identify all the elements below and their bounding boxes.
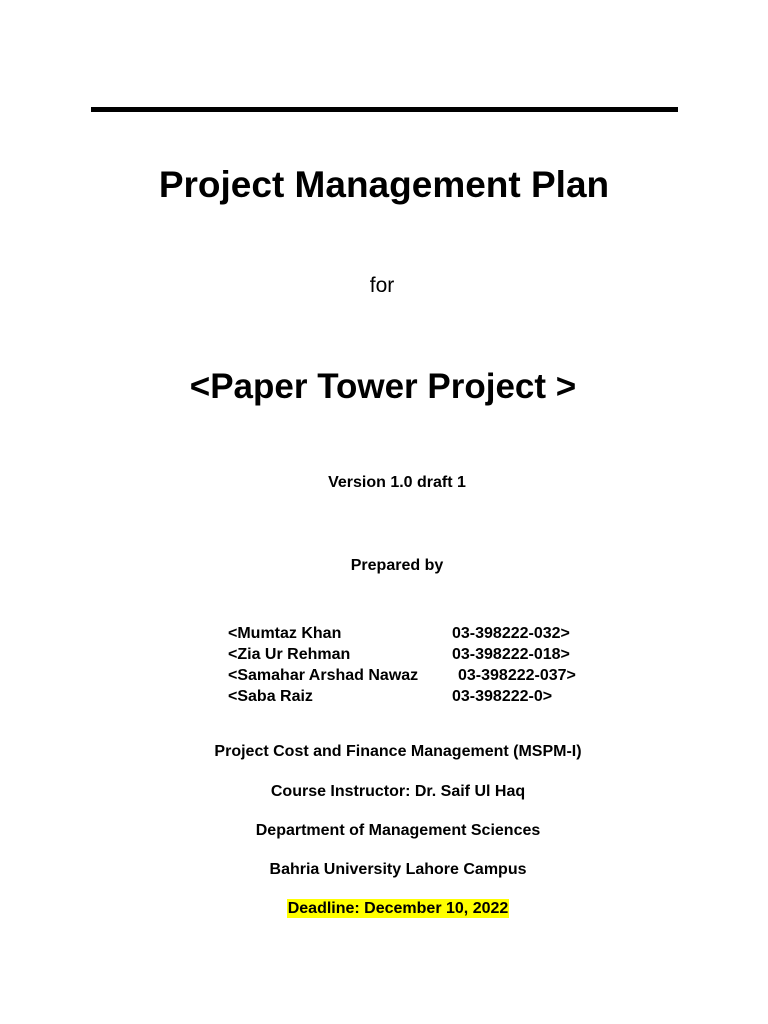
university-name: Bahria University Lahore Campus bbox=[269, 861, 527, 878]
top-horizontal-rule bbox=[91, 107, 678, 112]
author-row bbox=[228, 686, 628, 707]
author-id: 03-398222-0> bbox=[452, 688, 553, 705]
authors-list bbox=[228, 623, 628, 707]
course-instructor: Course Instructor: Dr. Saif Ul Haq bbox=[270, 783, 526, 800]
author-row bbox=[228, 665, 628, 686]
deadline-line bbox=[14, 899, 768, 919]
deadline-highlight: Deadline: December 10, 2022 bbox=[287, 900, 509, 917]
author-row bbox=[228, 623, 628, 644]
author-id: 03-398222-032> bbox=[452, 625, 570, 642]
author-id: 03-398222-018> bbox=[452, 646, 570, 663]
department-name: Department of Management Sciences bbox=[255, 822, 541, 839]
author-name: <Saba Raiz bbox=[228, 688, 313, 705]
course-title: Project Cost and Finance Management (MSPM-I) bbox=[214, 743, 582, 760]
author-id: 03-398222-037> bbox=[458, 667, 576, 684]
version-label: Version 1.0 draft 1 bbox=[328, 474, 466, 491]
document-title: Project Management Plan bbox=[158, 164, 610, 205]
prepared-by-label: Prepared by bbox=[350, 557, 444, 574]
for-label: for bbox=[369, 274, 395, 297]
author-name: <Mumtaz Khan bbox=[228, 625, 342, 642]
author-name: <Samahar Arshad Nawaz bbox=[228, 667, 419, 684]
author-row bbox=[228, 644, 628, 665]
author-name: <Zia Ur Rehman bbox=[228, 646, 351, 663]
project-name: <Paper Tower Project > bbox=[189, 367, 577, 406]
